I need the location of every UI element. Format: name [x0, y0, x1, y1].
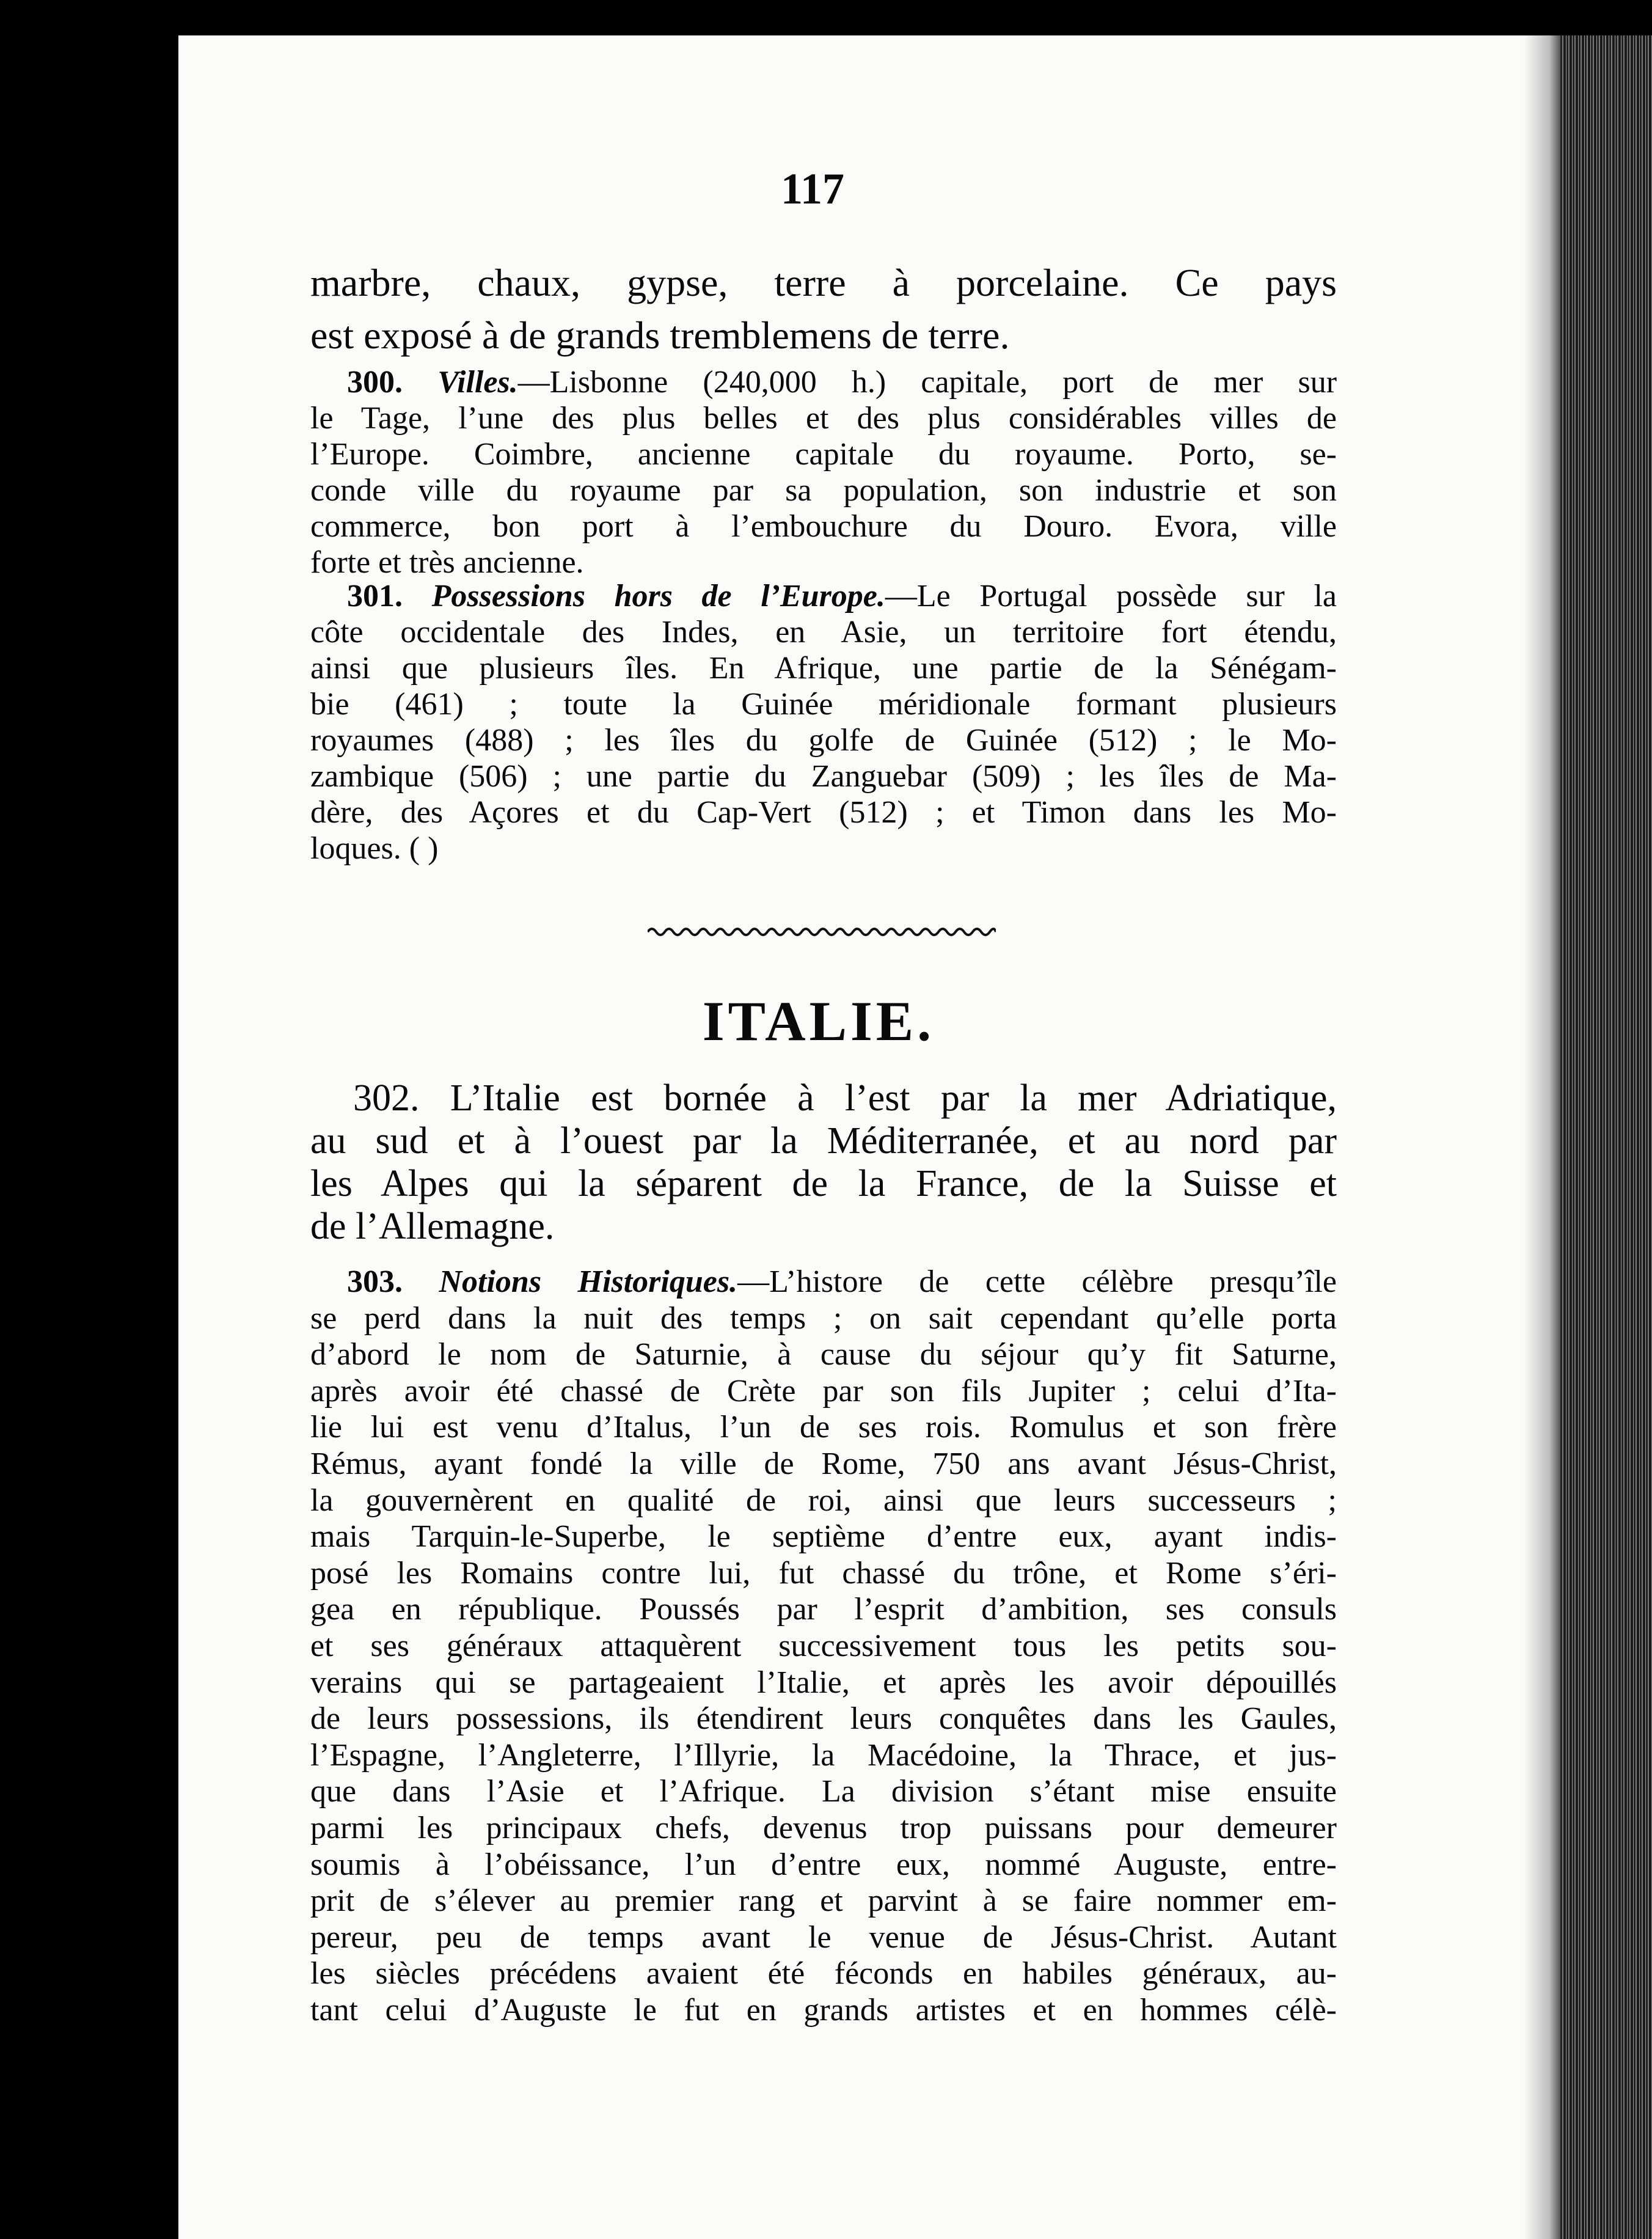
- paragraph-line: loques. ( ): [310, 831, 439, 866]
- paragraph-line: forte et très ancienne.: [310, 545, 584, 580]
- paragraph-line: de leurs possessions, ils étendirent leurs conquêtes dans les Gaules,: [310, 1701, 1337, 1737]
- paragraph-line: et ses généraux attaquèrent successivement tous les petits sou-: [310, 1628, 1337, 1663]
- paragraph-label: Villes.: [437, 365, 518, 400]
- paragraph-line: que dans l’Asie et l’Afrique. La division s’étant mise ensuite: [310, 1774, 1337, 1809]
- page-shadow: [1524, 35, 1560, 2239]
- paragraph-line: posé les Romains contre lui, fut chassé du trône, et Rome s’éri-: [310, 1555, 1337, 1591]
- paragraph-line: verains qui se partageaient l’Italie, et après les avoir dépouillés: [310, 1665, 1337, 1700]
- section-title: ITALIE.: [702, 990, 935, 1052]
- paragraph-line: conde ville du royaume par sa population, son industrie et son: [310, 473, 1337, 508]
- paragraph-line: d’abord le nom de Saturnie, à cause du séjour qu’y fit Saturne,: [310, 1337, 1337, 1372]
- paragraph-text: —Lisbonne (240,000 h.) capitale, port de mer sur: [517, 365, 1337, 400]
- paragraph-line: royaumes (488) ; les îles du golfe de Guinée (512) ; le Mo-: [310, 723, 1337, 758]
- paragraph-line: au sud et à l’ouest par la Méditerranée, et au nord par: [310, 1120, 1337, 1162]
- paragraph-line: ainsi que plusieurs îles. En Afrique, une partie de la Sénégam-: [310, 651, 1337, 686]
- intro-line: est exposé à de grands tremblemens de terre.: [310, 313, 1010, 357]
- paragraph-line: côte occidentale des Indes, en Asie, un territoire fort étendu,: [310, 615, 1337, 650]
- paragraph-line: soumis à l’obéissance, l’un d’entre eux, nommé Auguste, entre-: [310, 1847, 1337, 1882]
- paragraph-number: 303.: [347, 1264, 403, 1299]
- paragraph-line: l’Europe. Coimbre, ancienne capitale du royaume. Porto, se-: [310, 437, 1337, 472]
- paragraph-line: les Alpes qui la séparent de la France, de la Suisse et: [310, 1163, 1337, 1204]
- intro-line: marbre, chaux, gypse, terre à porcelaine. Ce pays: [310, 261, 1337, 304]
- paragraph-line: le Tage, l’une des plus belles et des plus considérables villes de: [310, 401, 1337, 436]
- paragraph-line: zambique (506) ; une partie du Zanguebar (509) ; les îles de Ma-: [310, 759, 1337, 794]
- paragraph-line: parmi les principaux chefs, devenus trop puissans pour demeurer: [310, 1810, 1337, 1845]
- scan-left-border: [165, 0, 178, 2239]
- paragraph-line: prit de s’élever au premier rang et parvint à se faire nommer em-: [310, 1883, 1337, 1919]
- page-number: 117: [780, 164, 845, 213]
- paragraph-text: —L’histore de cette célèbre presqu’île: [737, 1264, 1337, 1299]
- paragraph-number: 300.: [347, 365, 403, 400]
- paragraph-line: après avoir été chassé de Crète par son fils Jupiter ; celui d’Ita-: [310, 1373, 1337, 1409]
- paragraph-302: [310, 1077, 1337, 1248]
- page-stack-edges: [1560, 35, 1652, 2239]
- paragraph-line: mais Tarquin-le-Superbe, le septième d’entre eux, ayant indis-: [310, 1519, 1337, 1555]
- paragraph-line: pereur, peu de temps avant le venue de Jésus-Christ. Autant: [310, 1919, 1337, 1955]
- paragraph-line: commerce, bon port à l’embouchure du Douro. Evora, ville: [310, 509, 1337, 544]
- wavy-divider-ornament: [648, 924, 996, 940]
- paragraph-text: —Le Portugal possède sur la: [885, 579, 1337, 614]
- paragraph-line: 302. L’Italie est bornée à l’est par la mer Adriatique,: [353, 1077, 1337, 1119]
- intro-paragraph: [310, 257, 1337, 362]
- paragraph-label: Notions Historiques.: [439, 1264, 738, 1299]
- paragraph-line: de l’Allemagne.: [310, 1206, 555, 1247]
- paragraph-line: les siècles précédens avaient été féconds en habiles généraux, au-: [310, 1956, 1337, 1992]
- paragraph-300: [310, 364, 1337, 581]
- paragraph-line: lie lui est venu d’Italus, l’un de ses rois. Romulus et son frère: [310, 1410, 1337, 1445]
- paragraph-303: [310, 1264, 1337, 2028]
- paragraph-line: tant celui d’Auguste le fut en grands artistes et en hommes célè-: [310, 1992, 1337, 2028]
- paragraph-number: 301.: [347, 579, 403, 614]
- paragraph-line: dère, des Açores et du Cap-Vert (512) ; et Timon dans les Mo-: [310, 795, 1337, 830]
- paragraph-line: l’Espagne, l’Angleterre, l’Illyrie, la Macédoine, la Thrace, et jus-: [310, 1737, 1337, 1773]
- paragraph-line: bie (461) ; toute la Guinée méridionale formant plusieurs: [310, 687, 1337, 722]
- paragraph-line: Rémus, ayant fondé la ville de Rome, 750 ans avant Jésus-Christ,: [310, 1446, 1337, 1481]
- paragraph-line: la gouvernèrent en qualité de roi, ainsi que leurs successeurs ;: [310, 1482, 1337, 1518]
- paragraph-301: [310, 578, 1337, 867]
- paragraph-line: se perd dans la nuit des temps ; on sait cependant qu’elle porta: [310, 1300, 1337, 1336]
- paragraph-label: Possessions hors de l’Europe.: [431, 579, 885, 614]
- paragraph-line: gea en république. Poussés par l’esprit d’ambition, ses consuls: [310, 1592, 1337, 1627]
